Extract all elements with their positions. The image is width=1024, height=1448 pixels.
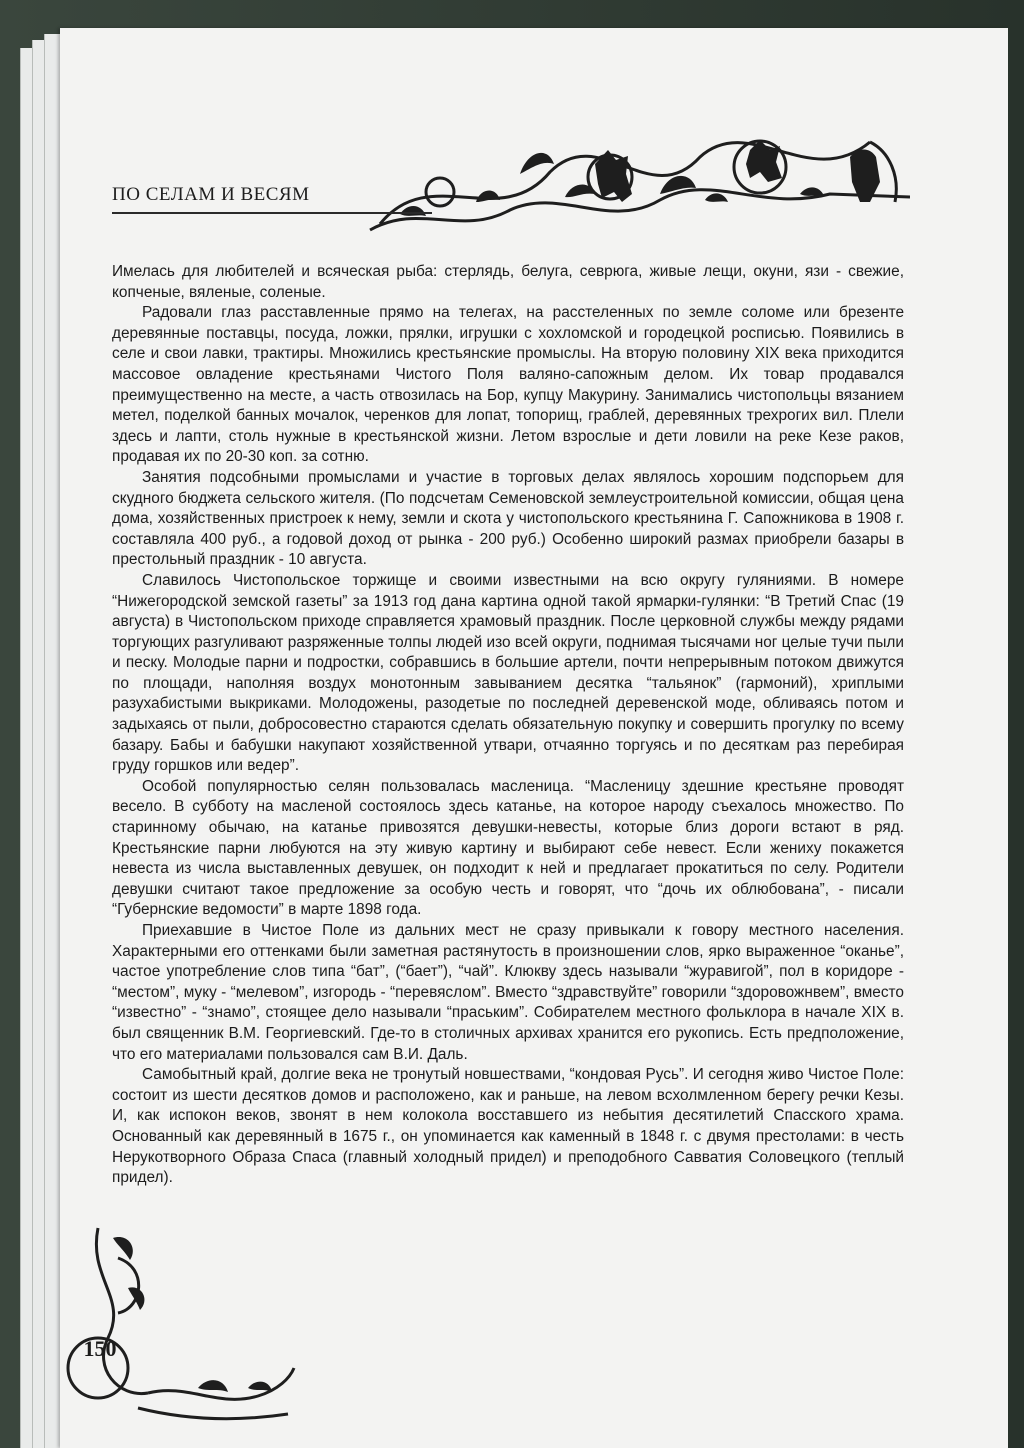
floral-corner-ornament-icon: [58, 1218, 298, 1428]
running-header: ПО СЕЛАМ И ВЕСЯМ: [112, 184, 310, 205]
paragraph: Приехавшие в Чистое Поле из дальних мест не сразу привыкали к говору местного населения. Характерными его оттенками были заметная растянутость в произношении слов, ярко выраженное “оканье”, частое употребление слов типа “бат”, (“бает”), “чай”. Клюкву здесь называли “журавигой”, пол в коридоре - “местом”, муку - “мелевом”, изгородь - “перевяслом”. Вместо “здравствуйте” говорили “здоровожнвем”, вместо “известно” - “знамо”, стоящее дело называли “праським”. Собирателем местного фольклора в начале XIX в. был священник В.М. Георгиевский. Где-то в столичных архивах хранится его рукопись. Есть предположение, что его материалами пользовался сам В.И. Даль.: [112, 922, 904, 1063]
article-body: [112, 262, 904, 1189]
paragraph: Радовали глаз расставленные прямо на телегах, на расстеленных по земле соломе или брезенте деревянные поставцы, посуда, ложки, прялки, игрушки с хохломской и городецкой росписью. Появились в селе и свои лавки, трактиры. Множились крестьянские промыслы. На вторую половину XIX века приходится массовое овладение крестьянами Чистого Поля валяно-сапожным делом. Их товар продавался преимущественно на месте, а часть отвозилась на Бор, купцу Макурину. Занимались чистопольцы вязанием метел, поделкой банных мочалок, черенков для лопат, топорищ, граблей, деревянных трехрогих вил. Плели здесь и лапти, столь нужные в крестьянской жизни. Летом взрослые и дети ловили на реке Кезе раков, продавая их по 20-30 коп. за сотню.: [112, 304, 904, 466]
page-number: 150: [83, 1336, 117, 1361]
floral-animal-ornament-icon: [310, 102, 910, 242]
paragraph: Занятия подсобными промыслами и участие в торговых делах являлось хорошим подспорьем для скудного бюджета сельского жителя. (По подсчетам Семеновской землеустроительной комиссии, общая цена дома, хозяйственных пристроек к нему, земли и скота у чистопольского крестьянина Г. Сапожникова в 1908 г. составляла 400 руб., а годовой доход от рынка - 200 руб.) Особенно широкий размах приобрели базары в престольный праздник - 10 августа.: [112, 468, 904, 569]
paragraph: Славилось Чистопольское торжище и своими известными на всю округу гуляниями. В номере “Нижегородской земской газеты” за 1913 год дана картина одной такой ярмарки-гулянки: “В Третий Спас (19 августа) в Чистопольском приходе справляется храмовый праздник. После церковной службы между рядами торгующих разгуливают разряженные толпы людей изо всей округи, поднимая тысячами ног целые тучи пыли и песку. Молодые парни и подростки, собравшись в большие артели, почти непрерывным потоком движутся по площади, наполняя воздух монотонным завыванием десятка “тальянок” (гармоний), хриплыми разухабистыми выкриками. Молодожены, разодетые по последней деревенской моде, обливаясь потом и задыхаясь от пыли, добросовестно стараются сделать обязательную покупку и совершить прогулку по всему базару. Бабы и бабушки накупают хозяйственной утвари, отчаянно торгуясь и по десяткам раз перебирая груду горшков или ведер”.: [112, 571, 904, 775]
paragraph: Самобытный край, долгие века не тронутый новшествами, “кондовая Русь”. И сегодня живо Чистое Поле: состоит из шести десятков домов и расположено, как и раньше, на левом всхолмленном берегу речки Кезы. И, как испокон веков, звонят в нем колокола восставшего из небытия десятилетий Спасского храма. Основанный как деревянный в 1675 г., он упоминается как каменный в 1848 г. с двумя престолами: в честь Нерукотворного Образа Спаса (главный холодный придел) и преподобного Савватия Соловецкого (теплый придел).: [112, 1066, 904, 1187]
header-rule: [112, 212, 432, 214]
paragraph: Особой популярностью селян пользовалась масленица. “Масленицу здешние крестьяне проводят весело. В субботу на масленой состоялось здесь катанье, на которое народу съехалось множество. По старинному обычаю, на катанье привозятся девушки-невесты, которые близ дороги встают в ряд. Крестьянские парни любуются на эту живую картину и выбирают себе невест. Если жениху покажется невеста из числа выставленных девушек, он подходит к ней и предлагает прокатиться по селу. Родители девушки считают такое предложение за особую честь и говорят, что “дочь их облюбована”, - писали “Губернские ведомости” в марте 1898 года.: [112, 777, 904, 919]
paragraph: Имелась для любителей и всяческая рыба: стерлядь, белуга, севрюга, живые лещи, окуни, язи - свежие, копченые, вяленые, соленые.: [112, 263, 904, 301]
